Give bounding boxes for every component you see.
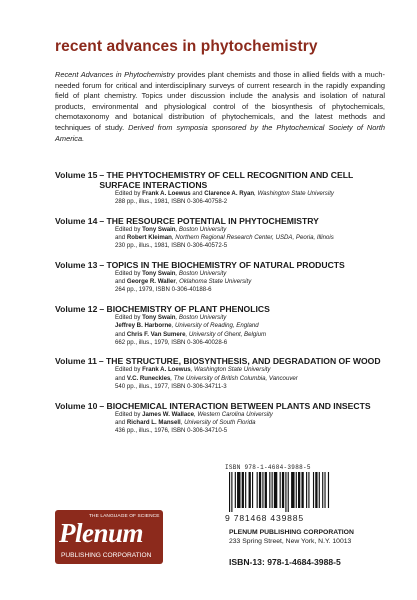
volume-entry: [55, 216, 395, 251]
volume-number: Volume 10: [55, 400, 98, 411]
volume-entry: [55, 401, 395, 436]
volume-entry: [55, 304, 395, 347]
editor-line: [115, 226, 395, 234]
editor-prefix: and: [115, 278, 127, 286]
editor-prefix: and: [115, 234, 127, 242]
plenum-logo: [55, 510, 163, 564]
volume-title: – THE PHYTOCHEMISTRY OF CELL RECOGNITION AND CELL SURFACE INTERACTIONS: [99, 170, 354, 190]
editor-name: Clarence A. Ryan: [204, 190, 255, 197]
volume-title: – BIOCHEMICAL INTERACTION BETWEEN PLANTS AND INSECTS: [99, 400, 371, 411]
editor-name: Jeffrey B. Harborne: [115, 322, 172, 330]
barcode: [225, 472, 335, 512]
barcode-bar: [272, 472, 273, 508]
volume-number: Volume 13: [55, 260, 98, 271]
barcode-bar: [282, 472, 284, 508]
editor-name: Richard L. Mansell: [126, 418, 181, 426]
barcode-bar: [308, 472, 309, 508]
volume-heading: [55, 304, 395, 314]
volume-publication-details: 662 pp., illus., 1979, ISBN 0-306-40028-6: [115, 338, 228, 346]
volume-heading: [55, 260, 395, 270]
editor-affiliation: , University of Reading, England: [171, 322, 259, 330]
editor-line: [115, 278, 395, 286]
editor-name: Tony Swain: [142, 225, 176, 233]
barcode-bar: [259, 472, 261, 508]
barcode-bar: [274, 472, 277, 508]
volume-publication-details: 264 pp., 1979, ISBN 0-306-40188-6: [115, 286, 212, 294]
volume-details: [115, 366, 395, 391]
barcode-bar: [313, 472, 314, 508]
barcode-bar: [288, 472, 289, 512]
volume-title: – BIOCHEMISTRY OF PLANT PHENOLICS: [99, 304, 270, 315]
barcode-block: [225, 464, 335, 523]
editor-conjunction: and: [190, 190, 205, 197]
volume-list: [55, 170, 395, 445]
barcode-bar: [235, 472, 236, 508]
barcode-bar: [269, 472, 270, 508]
logo-subline: PUBLISHING CORPORATION: [61, 552, 152, 559]
editor-name: Tony Swain: [142, 314, 176, 322]
editor-affiliation: , Western Carolina University: [194, 410, 273, 418]
volume-details: [115, 314, 395, 347]
editor-prefix: and: [115, 418, 127, 426]
editor-line: [115, 190, 395, 198]
editor-affiliation: , Boston University: [175, 225, 227, 233]
barcode-bar: [301, 472, 303, 508]
editor-name: Robert Kleiman: [126, 234, 172, 242]
editor-affiliation: , University of Ghent, Belgium: [185, 330, 267, 338]
barcode-digits: 9 781468 439885: [225, 513, 304, 523]
volume-publication-details: 288 pp., illus., 1981, ISBN 0-306-40758-2: [115, 198, 228, 206]
editor-name: George R. Waller: [126, 278, 176, 286]
volume-number: Volume 12: [55, 304, 98, 315]
editor-line: [115, 375, 395, 383]
volume-entry: [55, 356, 395, 391]
series-name: Recent Advances in Phytochemistry: [55, 70, 175, 79]
barcode-bar: [262, 472, 263, 508]
editor-prefix: Edited by: [115, 314, 143, 322]
publisher-name: PLENUM PUBLISHING CORPORATION: [229, 529, 354, 536]
editor-line: [115, 270, 395, 278]
barcode-bar: [280, 472, 281, 508]
volume-publication-details: 230 pp., illus., 1981, ISBN 0-306-40572-5: [115, 242, 228, 250]
editor-prefix: Edited by: [115, 270, 143, 278]
volume-publication-details: 540 pp., illus., 1977, ISBN 0-306-34711-3: [115, 382, 227, 390]
publisher-street: 233 Spring Street, New York, N.Y. 10013: [229, 538, 352, 545]
editor-line: [115, 314, 395, 322]
volume-heading: [55, 356, 395, 366]
barcode-bar: [306, 472, 307, 508]
volume-details: [115, 411, 395, 436]
editor-prefix: Edited by: [115, 190, 143, 197]
barcode-bar: [285, 472, 286, 512]
volume-title: – THE STRUCTURE, BIOSYNTHESIS, AND DEGRADATION OF WOOD: [98, 356, 381, 367]
barcode-bar: [319, 472, 320, 508]
barcode-bar: [328, 472, 329, 508]
isbn-13: ISBN-13: 978-1-4684-3988-5: [229, 557, 341, 567]
volume-title: – THE RESOURCE POTENTIAL IN PHYTOCHEMISTRY: [99, 215, 319, 226]
editor-prefix: and: [115, 330, 127, 338]
editor-line: [115, 331, 395, 339]
editor-prefix: Edited by: [115, 225, 143, 233]
volume-heading: [55, 170, 395, 190]
editor-name: James W. Wallace: [142, 410, 195, 418]
barcode-bar: [252, 472, 253, 508]
editor-affiliation: , Washington State University: [190, 366, 271, 374]
series-title: recent advances in phytochemistry: [55, 38, 318, 55]
barcode-bar: [315, 472, 317, 508]
editor-affiliation: , Northern Regional Research Center, USDA, Peoria, Illinois: [171, 234, 334, 242]
barcode-bar: [296, 472, 297, 508]
editor-name: Chris F. Van Sumere: [126, 330, 186, 338]
editor-affiliation: , Oklahoma State University: [175, 278, 252, 286]
logo-word: Plenum: [59, 518, 144, 548]
editor-affiliation: , Boston University: [175, 270, 227, 278]
barcode-bar: [324, 472, 325, 508]
barcode-bar: [249, 472, 251, 508]
volume-number: Volume 15: [55, 170, 98, 180]
volume-details: [115, 270, 395, 295]
barcode-bar: [298, 472, 300, 508]
editor-affiliation: , Boston University: [175, 314, 227, 322]
editor-line: [115, 366, 395, 374]
editor-name: Frank A. Loewus: [142, 190, 191, 197]
editor-name: Frank A. Loewus: [142, 366, 191, 374]
series-description-text: provides plant chemists and those in allied fields with a much-needed forum for critical and interdisciplinary surveys of current research in the rapidly expanding field of plant chemistry. Topics under discussion include the analysis and isolation of natural products, environmental and physiological control of the biosynthesis of phytochemicals, chemotaxonomy and botanical distribution of phytochemicals, and the latest methods and techniques of study.: [55, 70, 385, 132]
editor-line: [115, 419, 395, 427]
editor-prefix: and: [115, 374, 127, 382]
volume-publication-details: 436 pp., illus., 1976, ISBN 0-306-34710-5: [115, 426, 228, 434]
barcode-bar: [322, 472, 323, 508]
volume-details: [115, 226, 395, 251]
editor-line: [115, 411, 395, 419]
barcode-bar: [257, 472, 258, 508]
volume-title: – TOPICS IN THE BIOCHEMISTRY OF NATURAL PRODUCTS: [99, 260, 345, 271]
editor-affiliation: , The University of British Columbia, Vancouver: [170, 374, 298, 382]
barcode-isbn-label: ISBN 978-1-4684-3988-5: [225, 464, 311, 471]
publisher-address: [229, 528, 354, 546]
barcode-bar: [242, 472, 244, 508]
editor-prefix: Edited by: [115, 410, 143, 418]
barcode-bar: [245, 472, 246, 508]
barcode-bar: [229, 472, 230, 512]
barcode-bar: [231, 472, 232, 512]
volume-heading: [55, 401, 395, 411]
logo-tagline: THE LANGUAGE OF SCIENCE: [89, 514, 160, 519]
editor-name: Tony Swain: [142, 270, 176, 278]
volume-number: Volume 11: [55, 356, 97, 367]
editor-name: V.C. Runeckles: [126, 374, 171, 382]
editor-line: [115, 234, 395, 242]
volume-heading: [55, 216, 395, 226]
editor-prefix: Edited by: [115, 366, 143, 374]
barcode-bar: [265, 472, 267, 508]
editor-affiliation: , University of South Florida: [180, 418, 256, 426]
barcode-bar: [237, 472, 240, 508]
series-description-closing: Derived from symposia sponsored by the Phytochemical Society of North America.: [55, 122, 385, 143]
series-description: [55, 70, 385, 144]
volume-details: [115, 190, 395, 206]
editor-affiliation: , Washington State University: [254, 190, 334, 197]
editor-line: [115, 322, 395, 330]
barcode-bar: [291, 472, 294, 508]
volume-entry: [55, 260, 395, 295]
volume-number: Volume 14: [55, 215, 98, 226]
volume-entry: [55, 170, 395, 206]
